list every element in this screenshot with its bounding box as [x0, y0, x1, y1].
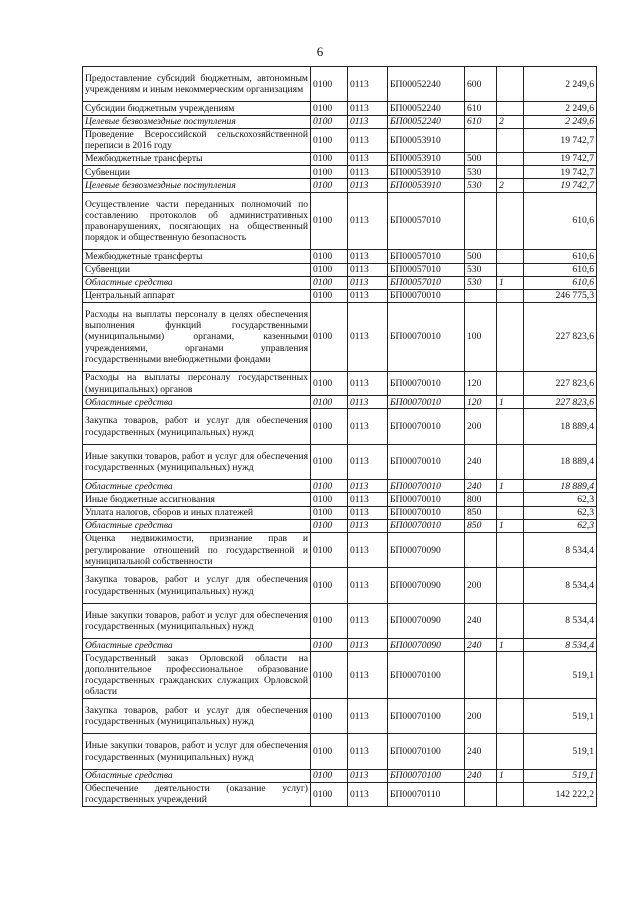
- row-name: Иные закупки товаров, работ и услуг для обеспечения государственных (муниципальных) нужд: [83, 734, 311, 769]
- row-section: 0113: [348, 128, 388, 152]
- row-sum: 8 534,4: [524, 532, 597, 567]
- row-code: 0100: [311, 179, 348, 192]
- row-code: 0100: [311, 152, 348, 165]
- row-section: 0113: [348, 263, 388, 276]
- row-article: БП00070100: [388, 769, 465, 782]
- row-sum: 519,1: [524, 769, 597, 782]
- row-name: Областные средства: [83, 480, 311, 493]
- row-sum: 610,6: [524, 250, 597, 263]
- table-row: [83, 532, 597, 567]
- row-code: 0100: [311, 396, 348, 409]
- row-sum: 519,1: [524, 698, 597, 733]
- row-expense-type: 850: [465, 519, 497, 532]
- row-sum: 2 249,6: [524, 102, 597, 115]
- row-expense-type: [465, 782, 497, 806]
- row-code: 0100: [311, 303, 348, 372]
- row-section: 0113: [348, 519, 388, 532]
- row-sum: 19 742,7: [524, 152, 597, 165]
- row-name: Государственный заказ Орловской области на дополнительное профессиональное образование государственных гражданских служащих Орловской области: [83, 652, 311, 699]
- table-row: [83, 192, 597, 250]
- row-sum: 142 222,2: [524, 782, 597, 806]
- row-section: 0113: [348, 192, 388, 250]
- row-sum: 2 249,6: [524, 115, 597, 128]
- row-code: 0100: [311, 568, 348, 603]
- row-expense-type: [465, 532, 497, 567]
- row-expense-type: [465, 652, 497, 699]
- row-section: 0113: [348, 782, 388, 806]
- table-row: [83, 506, 597, 519]
- table-row: [83, 276, 597, 289]
- row-name: Закупка товаров, работ и услуг для обеспечения государственных (муниципальных) нужд: [83, 698, 311, 733]
- row-expense-type: 850: [465, 506, 497, 519]
- row-section: 0113: [348, 250, 388, 263]
- row-section: 0113: [348, 493, 388, 506]
- row-name: Иные закупки товаров, работ и услуг для обеспечения государственных (муниципальных) нужд: [83, 603, 311, 638]
- table-row: [83, 289, 597, 302]
- row-section: 0113: [348, 289, 388, 302]
- row-expense-type: 200: [465, 698, 497, 733]
- row-source: [497, 289, 524, 302]
- table-row: [83, 128, 597, 152]
- row-sum: 246 775,3: [524, 289, 597, 302]
- row-code: 0100: [311, 493, 348, 506]
- row-name: Осуществление части переданных полномочий по составлению протоколов об административных правонарушениях, посягающих на общественный порядок и общественную безопасность: [83, 192, 311, 250]
- table-row: [83, 396, 597, 409]
- row-name: Областные средства: [83, 769, 311, 782]
- table-row: [83, 519, 597, 532]
- row-sum: 227 823,6: [524, 396, 597, 409]
- row-sum: 8 534,4: [524, 603, 597, 638]
- row-source: [497, 152, 524, 165]
- row-article: БП00052240: [388, 67, 465, 102]
- row-code: 0100: [311, 409, 348, 444]
- table-row: [83, 603, 597, 638]
- row-name: Предоставление субсидий бюджетным, автономным учреждениям и иным некоммерческим организациям: [83, 67, 311, 102]
- row-expense-type: 610: [465, 102, 497, 115]
- row-article: БП00052240: [388, 102, 465, 115]
- row-expense-type: 120: [465, 396, 497, 409]
- row-code: 0100: [311, 734, 348, 769]
- row-name: Областные средства: [83, 519, 311, 532]
- row-expense-type: 240: [465, 769, 497, 782]
- table-row: [83, 115, 597, 128]
- row-article: БП00057010: [388, 250, 465, 263]
- row-sum: 19 742,7: [524, 166, 597, 179]
- row-name: Иные бюджетные ассигнования: [83, 493, 311, 506]
- row-article: БП00070090: [388, 532, 465, 567]
- row-code: 0100: [311, 128, 348, 152]
- row-code: 0100: [311, 289, 348, 302]
- row-sum: 610,6: [524, 192, 597, 250]
- row-code: 0100: [311, 639, 348, 652]
- table-row: [83, 639, 597, 652]
- row-source: [497, 734, 524, 769]
- row-article: БП00070010: [388, 519, 465, 532]
- row-source: 1: [497, 396, 524, 409]
- table-row: [83, 67, 597, 102]
- row-article: БП00070100: [388, 698, 465, 733]
- row-article: БП00070100: [388, 734, 465, 769]
- row-section: 0113: [348, 303, 388, 372]
- row-sum: 610,6: [524, 263, 597, 276]
- row-name: Целевые безвозмездные поступления: [83, 179, 311, 192]
- table-row: [83, 493, 597, 506]
- row-expense-type: 500: [465, 152, 497, 165]
- row-article: БП00070010: [388, 493, 465, 506]
- row-article: БП00070090: [388, 603, 465, 638]
- table-row: [83, 568, 597, 603]
- row-section: 0113: [348, 603, 388, 638]
- row-code: 0100: [311, 192, 348, 250]
- row-source: 1: [497, 639, 524, 652]
- row-source: [497, 603, 524, 638]
- row-section: 0113: [348, 166, 388, 179]
- row-code: 0100: [311, 444, 348, 479]
- row-article: БП00053910: [388, 128, 465, 152]
- row-name: Закупка товаров, работ и услуг для обеспечения государственных (муниципальных) нужд: [83, 409, 311, 444]
- row-sum: 18 889,4: [524, 480, 597, 493]
- row-article: БП00070010: [388, 480, 465, 493]
- row-name: Иные закупки товаров, работ и услуг для обеспечения государственных (муниципальных) нужд: [83, 444, 311, 479]
- row-expense-type: 530: [465, 179, 497, 192]
- row-name: Расходы на выплаты персоналу государственных (муниципальных) органов: [83, 372, 311, 396]
- row-article: БП00070100: [388, 652, 465, 699]
- row-source: [497, 372, 524, 396]
- budget-table-body: [83, 67, 597, 807]
- row-sum: 227 823,6: [524, 372, 597, 396]
- row-source: [497, 192, 524, 250]
- row-code: 0100: [311, 603, 348, 638]
- row-sum: 2 249,6: [524, 67, 597, 102]
- row-sum: 18 889,4: [524, 444, 597, 479]
- table-row: [83, 782, 597, 806]
- row-code: 0100: [311, 115, 348, 128]
- row-code: 0100: [311, 480, 348, 493]
- row-expense-type: [465, 289, 497, 302]
- row-section: 0113: [348, 276, 388, 289]
- row-section: 0113: [348, 67, 388, 102]
- row-name: Межбюджетные трансферты: [83, 152, 311, 165]
- row-section: 0113: [348, 639, 388, 652]
- row-code: 0100: [311, 276, 348, 289]
- row-name: Межбюджетные трансферты: [83, 250, 311, 263]
- row-article: БП00053910: [388, 152, 465, 165]
- row-section: 0113: [348, 734, 388, 769]
- row-expense-type: 530: [465, 276, 497, 289]
- table-row: [83, 698, 597, 733]
- row-expense-type: 530: [465, 166, 497, 179]
- row-sum: 610,6: [524, 276, 597, 289]
- table-row: [83, 734, 597, 769]
- table-row: [83, 166, 597, 179]
- row-code: 0100: [311, 372, 348, 396]
- row-sum: 8 534,4: [524, 639, 597, 652]
- table-row: [83, 769, 597, 782]
- row-section: 0113: [348, 409, 388, 444]
- row-section: 0113: [348, 698, 388, 733]
- table-row: [83, 480, 597, 493]
- row-source: 2: [497, 179, 524, 192]
- row-section: 0113: [348, 102, 388, 115]
- row-code: 0100: [311, 652, 348, 699]
- row-sum: 519,1: [524, 734, 597, 769]
- row-article: БП00053910: [388, 166, 465, 179]
- row-code: 0100: [311, 102, 348, 115]
- table-row: [83, 444, 597, 479]
- row-article: БП00070090: [388, 568, 465, 603]
- row-article: БП00070010: [388, 372, 465, 396]
- row-expense-type: 100: [465, 303, 497, 372]
- row-article: БП00057010: [388, 263, 465, 276]
- row-article: БП00070010: [388, 409, 465, 444]
- row-article: БП00070010: [388, 289, 465, 302]
- row-code: 0100: [311, 250, 348, 263]
- row-source: 1: [497, 519, 524, 532]
- row-source: [497, 532, 524, 567]
- row-name: Закупка товаров, работ и услуг для обеспечения государственных (муниципальных) нужд: [83, 568, 311, 603]
- row-name: Областные средства: [83, 276, 311, 289]
- row-code: 0100: [311, 698, 348, 733]
- row-expense-type: 600: [465, 67, 497, 102]
- row-expense-type: [465, 192, 497, 250]
- table-row: [83, 152, 597, 165]
- row-section: 0113: [348, 769, 388, 782]
- row-sum: 62,3: [524, 506, 597, 519]
- row-section: 0113: [348, 444, 388, 479]
- table-row: [83, 303, 597, 372]
- budget-table: [82, 66, 597, 807]
- row-sum: 62,3: [524, 519, 597, 532]
- row-article: БП00070110: [388, 782, 465, 806]
- row-name: Областные средства: [83, 396, 311, 409]
- table-row: [83, 250, 597, 263]
- row-name: Центральный аппарат: [83, 289, 311, 302]
- row-source: 1: [497, 769, 524, 782]
- row-source: 2: [497, 115, 524, 128]
- row-code: 0100: [311, 263, 348, 276]
- row-sum: 62,3: [524, 493, 597, 506]
- row-source: [497, 698, 524, 733]
- row-code: 0100: [311, 532, 348, 567]
- table-row: [83, 652, 597, 699]
- row-expense-type: 240: [465, 603, 497, 638]
- table-row: [83, 372, 597, 396]
- row-source: [497, 263, 524, 276]
- row-sum: 8 534,4: [524, 568, 597, 603]
- row-code: 0100: [311, 166, 348, 179]
- row-sum: 19 742,7: [524, 128, 597, 152]
- row-section: 0113: [348, 396, 388, 409]
- row-source: [497, 444, 524, 479]
- table-row: [83, 263, 597, 276]
- row-source: [497, 568, 524, 603]
- row-code: 0100: [311, 506, 348, 519]
- row-name: Целевые безвозмездные поступления: [83, 115, 311, 128]
- row-name: Субсидии бюджетным учреждениям: [83, 102, 311, 115]
- row-name: Областные средства: [83, 639, 311, 652]
- row-code: 0100: [311, 782, 348, 806]
- row-name: Субвенции: [83, 263, 311, 276]
- row-section: 0113: [348, 532, 388, 567]
- row-name: Проведение Всероссийской сельскохозяйственной переписи в 2016 году: [83, 128, 311, 152]
- row-name: Расходы на выплаты персоналу в целях обеспечения выполнения функций государственными (муниципальными) органами, казенными учреждениями, органами управления государственными внебюджетными фондами: [83, 303, 311, 372]
- row-source: [497, 67, 524, 102]
- row-expense-type: 240: [465, 444, 497, 479]
- row-section: 0113: [348, 652, 388, 699]
- row-source: [497, 652, 524, 699]
- row-source: [497, 128, 524, 152]
- row-name: Оценка недвижимости, признание прав и регулирование отношений по государственной и муниципальной собственности: [83, 532, 311, 567]
- row-name: Обеспечение деятельности (оказание услуг) государственных учреждений: [83, 782, 311, 806]
- row-name: Субвенции: [83, 166, 311, 179]
- row-sum: 227 823,6: [524, 303, 597, 372]
- page-number: 6: [316, 44, 324, 59]
- row-source: 1: [497, 480, 524, 493]
- row-expense-type: 240: [465, 734, 497, 769]
- row-code: 0100: [311, 769, 348, 782]
- row-expense-type: 240: [465, 639, 497, 652]
- row-article: БП00070010: [388, 506, 465, 519]
- row-source: [497, 409, 524, 444]
- row-article: БП00070010: [388, 303, 465, 372]
- row-code: 0100: [311, 519, 348, 532]
- row-section: 0113: [348, 372, 388, 396]
- row-article: БП00070010: [388, 444, 465, 479]
- row-section: 0113: [348, 568, 388, 603]
- row-expense-type: 610: [465, 115, 497, 128]
- row-code: 0100: [311, 67, 348, 102]
- row-article: БП00057010: [388, 192, 465, 250]
- row-source: [497, 250, 524, 263]
- row-source: [497, 782, 524, 806]
- row-section: 0113: [348, 506, 388, 519]
- row-article: БП00070010: [388, 396, 465, 409]
- row-expense-type: 200: [465, 409, 497, 444]
- row-section: 0113: [348, 179, 388, 192]
- row-sum: 18 889,4: [524, 409, 597, 444]
- row-expense-type: 240: [465, 480, 497, 493]
- row-source: [497, 303, 524, 372]
- row-expense-type: 200: [465, 568, 497, 603]
- row-expense-type: 500: [465, 250, 497, 263]
- row-section: 0113: [348, 480, 388, 493]
- row-expense-type: 120: [465, 372, 497, 396]
- row-article: БП00057010: [388, 276, 465, 289]
- row-name: Уплата налогов, сборов и иных платежей: [83, 506, 311, 519]
- row-source: 1: [497, 276, 524, 289]
- row-article: БП00052240: [388, 115, 465, 128]
- row-source: [497, 166, 524, 179]
- row-expense-type: [465, 128, 497, 152]
- row-article: БП00053910: [388, 179, 465, 192]
- table-row: [83, 409, 597, 444]
- row-article: БП00070090: [388, 639, 465, 652]
- row-source: [497, 493, 524, 506]
- table-row: [83, 179, 597, 192]
- row-expense-type: 800: [465, 493, 497, 506]
- table-row: [83, 102, 597, 115]
- row-expense-type: 530: [465, 263, 497, 276]
- row-section: 0113: [348, 152, 388, 165]
- row-sum: 19 742,7: [524, 179, 597, 192]
- row-section: 0113: [348, 115, 388, 128]
- row-source: [497, 102, 524, 115]
- row-sum: 519,1: [524, 652, 597, 699]
- row-source: [497, 506, 524, 519]
